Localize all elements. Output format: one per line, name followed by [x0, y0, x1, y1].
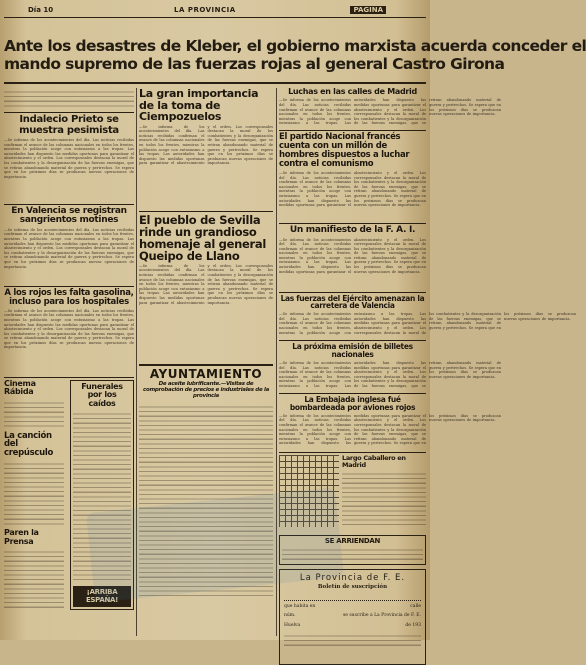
article-body: —Se informa de los acontecimientos del día. Las noticias recibidas confirman el avance de las columnas nacionales en todos los frentes, mientras la población acoge con entusiasmo a las tropas. Las autoridades han dispuesto las medidas oportunas para garantizar el abastecimiento y el orden. Los corresponsales destacan la moral de los combatientes y la desorganización de las fuerzas enemigas, que se retiran abandonando material de guerra y pertrechos. Se espera que en los próximos días se produzcan nuevas operaciones de importancia.: [4, 138, 134, 179]
headline-prieto: Indalecio Prieto se muestra pesimista: [19, 114, 119, 136]
subscription-line: calle: [410, 603, 421, 609]
article-body: —Se informa de los acontecimientos del día. Las noticias recibidas confirman el avance de las columnas nacionales en todos los frentes, mientras la población acoge con entusiasmo a las tropas. Las autoridades han dispuesto las medidas oportunas para garantizar el abastecimiento y el orden. Los corresponsales destacan la moral de los combatientes y la desorganización de las fuerzas enemigas, que se retiran abandonando material de guerra y pertrechos. Se espera que en los próximos días se produzcan nuevas operaciones de importancia.: [279, 361, 501, 388]
cinema-listing: [4, 399, 64, 429]
ayuntamiento-subhead: De aceite lubrificante.—Visitas de comprobación de precios e industriales de la provincia: [143, 381, 269, 400]
headline-ayuntamiento: AYUNTAMIENTO: [149, 366, 263, 381]
article-body: —Se informa de los acontecimientos del día. Las noticias recibidas confirman el avance de las columnas nacionales en todos los frentes, mientras la población acoge con entusiasmo a las tropas. Las autoridades han dispuesto las medidas oportunas para garantizar el abastecimiento y el orden. Los corresponsales destacan la moral de los combatientes y la desorganización de las fuerzas enemigas, que se retiran abandonando material de guerra y pertrechos. Se espera que en los próximos días se produzcan nuevas operaciones de importancia.: [279, 98, 501, 126]
subscription-line: se suscribe a La Provincia de F. E.: [342, 612, 421, 618]
subscription-heading: Boletín de suscripción: [317, 583, 388, 590]
headline-partido-nacional: El partido Nacional francés cuenta con un millón de hombres dispuestos a luchar contra el comunismo: [279, 132, 410, 170]
headline-embajada-inglesa: La Embajada inglesa fué bombardeada por aviones rojos: [289, 395, 416, 412]
article-body: —Se informa de los acontecimientos del día. Las noticias recibidas confirman el avance de las columnas nacionales en todos los frentes, mientras la población acoge con entusiasmo a las tropas. Las autoridades han dispuesto las medidas oportunas para garantizar el abastecimiento y el orden. Los corresponsales destacan la moral de los combatientes y la desorganización de las fuerzas enemigas, que se retiran abandonando material de guerra y pertrechos. Se espera que en los próximos días se produzcan nuevas operaciones de importancia.: [279, 312, 576, 335]
subscription-line: Huelva: [284, 622, 301, 628]
article-body: —Se informa de los acontecimientos del día. Las noticias recibidas confirman el avance de las columnas nacionales en todos los frentes, mientras la población acoge con entusiasmo a las tropas. Las autoridades han dispuesto las medidas oportunas para garantizar el abastecimiento y el orden. Los corresponsales destacan la moral de los combatientes y la desorganización de las fuerzas enemigas, que se retiran abandonando material de guerra y pertrechos. Se espera que en los próximos días se produzcan nuevas operaciones de importancia.: [139, 263, 273, 305]
slogan-arriba-espana: ¡ARRIBA ESPAÑA!: [73, 586, 131, 607]
subscription-footer: [284, 632, 421, 646]
article-body: —Se informa de los acontecimientos del día. Las noticias recibidas confirman el avance de las columnas nacionales en todos los frentes, mientras la población acoge con entusiasmo a las tropas. Las autoridades han dispuesto las medidas oportunas para garantizar el abastecimiento y el orden. Los corresponsales destacan la moral de los combatientes y la desorganización de las fuerzas enemigas, que se retiran abandonando material de guerra y pertrechos. Se espera que en los próximos días se produzcan nuevas operaciones de importancia.: [139, 124, 273, 166]
film-title: La canción del crepúsculo: [4, 430, 54, 459]
ad-se-arriendan: SE ARRIENDAN: [324, 536, 381, 545]
cinema-listing: [4, 460, 64, 526]
headline-funerales: Funerales por los caídos: [81, 382, 123, 408]
subscription-line: núm.: [284, 612, 296, 618]
article-body: [4, 88, 134, 110]
headline-ciempozuelos: La gran importancia de la toma de Ciempozuelos: [139, 87, 259, 124]
headline-emision-billetes: La próxima emisión de billetes nacionales: [292, 342, 413, 360]
headline-valencia-motines: En Valencia se registran sangrientos motines: [11, 206, 127, 226]
article-body: —Se informa de los acontecimientos del día. Las noticias recibidas confirman el avance de las columnas nacionales en todos los frentes, mientras la población acoge con entusiasmo a las tropas. Las autoridades han dispuesto las medidas oportunas para garantizar el abastecimiento y el orden. Los corresponsales destacan la moral de los combatientes y la desorganización de las fuerzas enemigas, que se retiran abandonando material de guerra y pertrechos. Se espera que en los próximos días se produzcan nuevas operaciones de importancia.: [279, 171, 426, 208]
main-headline: [4, 20, 586, 84]
article-body: [342, 470, 426, 526]
page-label: PAGINA: [350, 6, 386, 14]
main-headline-line-2: mando supremo de las fuerzas rojas al general Castro Girona: [4, 54, 505, 73]
article-body: —Se informa de los acontecimientos del día. Las noticias recibidas confirman el avance de las columnas nacionales en todos los frentes, mientras la población acoge con entusiasmo a las tropas. Las autoridades han dispuesto las medidas oportunas para garantizar el abastecimiento y el orden. Los corresponsales destacan la moral de los combatientes y la desorganización de las fuerzas enemigas, que se retiran abandonando material de guerra y pertrechos. Se espera que en los próximos días se produzcan nuevas operaciones de importancia.: [279, 413, 501, 446]
cinema-listing: [4, 548, 64, 608]
subscription-line: de 193: [405, 622, 421, 628]
article-body: —Se informa de los acontecimientos del día. Las noticias recibidas confirman el avance de las columnas nacionales en todos los frentes, mientras la población acoge con entusiasmo a las tropas. Las autoridades han dispuesto las medidas oportunas para garantizar el abastecimiento y el orden. Los corresponsales destacan la moral de los combatientes y la desorganización de las fuerzas enemigas, que se retiran abandonando material de guerra y pertrechos. Se espera que en los próximos días se produzcan nuevas operaciones de importancia.: [279, 237, 426, 274]
masthead: [4, 4, 426, 18]
headline-sevilla-homenaje: El pueblo de Sevilla rinde un grandioso homenaje al general Queipo de Llano: [139, 212, 266, 263]
headline-manifiesto-fai: Un manifiesto de la F. A. I.: [289, 225, 416, 236]
main-headline-line-1: Ante los desastres de Kleber, el gobierno marxista acuerda conceder el: [4, 37, 586, 55]
headline-largo-caballero: Largo Caballero en Madrid: [342, 453, 406, 469]
headline-gasolina: A los rojos les falta gasolina, incluso para los hospitales: [4, 287, 134, 307]
article-body: —Se informa de los acontecimientos del día. Las noticias recibidas confirman el avance de las columnas nacionales en todos los frentes, mientras la población acoge con entusiasmo a las tropas. Las autoridades han dispuesto las medidas oportunas para garantizar el abastecimiento y el orden. Los corresponsales destacan la moral de los combatientes y la desorganización de las fuerzas enemigas, que se retiran abandonando material de guerra y pertrechos. Se espera que en los próximos días se produzcan nuevas operaciones de importancia.: [4, 227, 134, 269]
film-title-2: Paren la Prensa: [4, 528, 39, 546]
headline-cinema-rabida: Cinema Rábida: [4, 378, 36, 397]
subscription-title: La Provincia de F. E.: [299, 572, 406, 583]
issue-day: Día 10: [28, 6, 54, 14]
headline-madrid-luchas: Luchas en las calles de Madrid: [288, 87, 417, 96]
subscription-line: que habita en: [284, 603, 316, 609]
article-body: —Se informa de los acontecimientos del día. Las noticias recibidas confirman el avance de las columnas nacionales en todos los frentes, mientras la población acoge con entusiasmo a las tropas. Las autoridades han dispuesto las medidas oportunas para garantizar el abastecimiento y el orden. Los corresponsales destacan la moral de los combatientes y la desorganización de las fuerzas enemigas, que se retiran abandonando material de guerra y pertrechos. Se espera que en los próximos días se produzcan nuevas operaciones de importancia.: [4, 308, 134, 350]
paper-name: LA PROVINCIA: [174, 6, 236, 14]
subscription-form: [279, 569, 426, 665]
headline-fuerzas-ejercito: Las fuerzas del Ejército amenazan la carretera de Valencia: [280, 293, 425, 311]
